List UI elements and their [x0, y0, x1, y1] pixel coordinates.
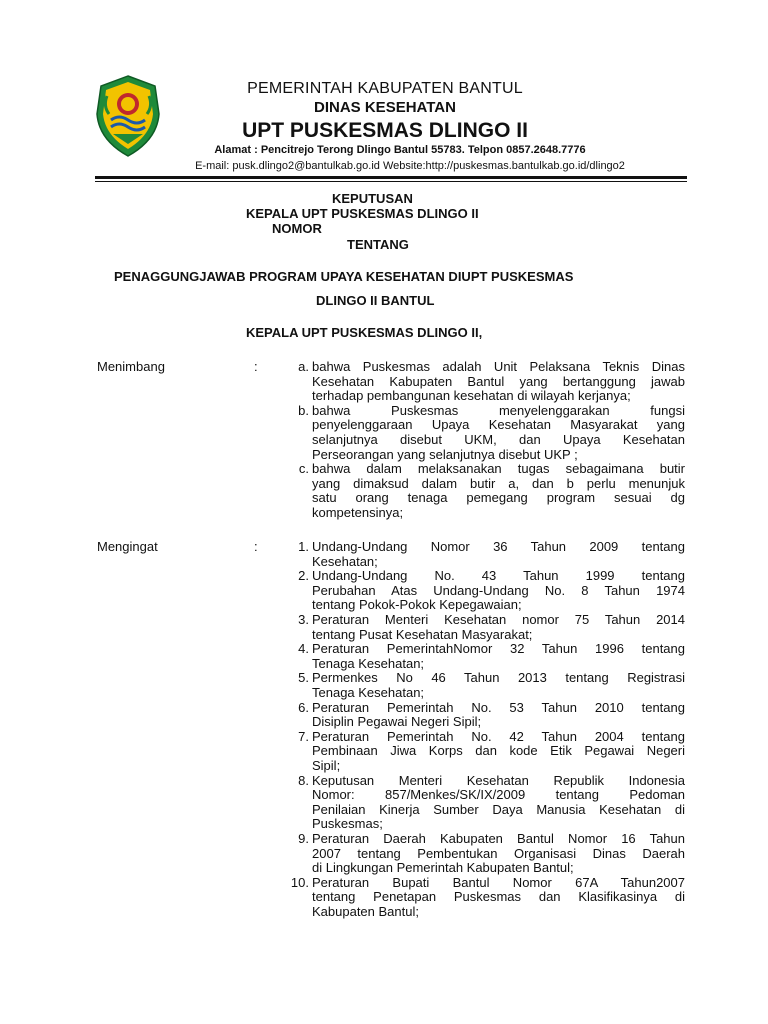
list-item-line: penyelenggaraan Upaya Kesehatan Masyarakat yang [312, 417, 685, 433]
letterhead-divider-thin [95, 181, 687, 182]
list-item-line: Perseorangan yang selanjutnya disebut UKP ; [312, 446, 578, 462]
letterhead-divider [95, 176, 687, 179]
list-item-line: tentang Penetapan Puskesmas dan Klasifikasinya di [312, 889, 685, 905]
list-item-line: Peraturan PemerintahNomor 32 Tahun 1996 tentang [312, 641, 685, 657]
list-item-marker: 7. [298, 728, 309, 744]
list-item-line: bahwa Puskesmas menyelenggarakan fungsi [312, 402, 685, 418]
list-item-marker: 10. [290, 874, 309, 890]
list-item-line: bahwa Puskesmas adalah Unit Pelaksana Teknis Dinas [312, 359, 685, 374]
section-label: Mengingat [97, 539, 158, 554]
section-label: Menimbang [97, 359, 165, 374]
list-item-marker: a. [298, 359, 309, 374]
list-item-marker: c. [298, 461, 309, 477]
list-item-line: Pembinaan Jiwa Korps dan kode Etik Pegawai Negeri [312, 743, 685, 759]
list-item-line: Peraturan Daerah Kabupaten Bantul Nomor 16 Tahun [312, 831, 685, 846]
decree-heading: KEPUTUSAN [332, 191, 413, 206]
list-item-line: 2007 tentang Pembentukan Organisasi Dinas Daerah [312, 845, 685, 861]
list-item-line: Undang-Undang No. 43 Tahun 1999 tentang [312, 568, 685, 584]
list-item-line: Peraturan Pemerintah No. 53 Tahun 2010 tentang [312, 699, 685, 715]
list-item-marker: 2. [298, 568, 309, 584]
decree-issuer-statement: KEPALA UPT PUSKESMAS DLINGO II, [246, 325, 483, 340]
list-item-line: tentang Pokok-Pokok Kepegawaian; [312, 597, 522, 613]
list-item-marker: 6. [298, 699, 309, 715]
list-item-line: Perubahan Atas Undang-Undang No. 8 Tahun 1974 [312, 582, 685, 598]
list-item-line: Tenaga Kesehatan; [312, 684, 425, 700]
list-item-line: Kabupaten Bantul; [312, 903, 419, 919]
list-item-line: Puskesmas; [312, 816, 383, 832]
letterhead-department: DINAS KESEHATAN [314, 99, 456, 116]
list-item-marker: 5. [298, 670, 309, 686]
list-item-line: Disiplin Pegawai Negeri Sipil; [312, 714, 482, 730]
list-item-line: tentang Pusat Kesehatan Masyarakat; [312, 626, 533, 642]
letterhead-address: Alamat : Pencitrejo Terong Dlingo Bantul 55783. Telpon 0857.2648.7776 [214, 144, 586, 156]
list-item-line: Nomor: 857/Menkes/SK/IX/2009 tentang Pedoman [312, 787, 685, 803]
list-item-line: yang dimaksud dalam butir a, dan b perlu menunjuk [312, 475, 685, 491]
decree-subject-line2: DLINGO II BANTUL [316, 293, 435, 308]
list-item-line: Peraturan Pemerintah No. 42 Tahun 2004 tentang [312, 728, 685, 744]
list-item-line: Undang-Undang Nomor 36 Tahun 2009 tentang [312, 539, 685, 554]
letterhead-government: PEMERINTAH KABUPATEN BANTUL [247, 80, 523, 97]
section-colon: : [254, 359, 258, 374]
decree-about-label: TENTANG [347, 237, 409, 252]
list-item-line: Peraturan Bupati Bantul Nomor 67A Tahun2007 [312, 874, 685, 890]
decree-issuer-heading: KEPALA UPT PUSKESMAS DLINGO II [246, 206, 479, 221]
list-item-line: Permenkes No 46 Tahun 2013 tentang Registrasi [312, 670, 685, 686]
list-item-line: Penilaian Kinerja Sumber Daya Manusia Kesehatan di [312, 801, 685, 817]
letterhead-institution: UPT PUSKESMAS DLINGO II [242, 119, 528, 142]
list-item-marker: 4. [298, 641, 309, 657]
list-item-marker: 8. [298, 772, 309, 788]
list-item-line: Tenaga Kesehatan; [312, 655, 425, 671]
list-item-line: Keputusan Menteri Kesehatan Republik Indonesia [312, 772, 685, 788]
list-item-line: di Lingkungan Pemerintah Kabupaten Bantul; [312, 860, 574, 876]
decree-subject-line1: PENAGGUNGJAWAB PROGRAM UPAYA KESEHATAN DIUPT PUSKESMAS [114, 269, 574, 284]
list-item-line: satu orang tenaga pemegang program sesuai dg [312, 490, 685, 506]
list-item-line: Sipil; [312, 757, 341, 773]
list-item-marker: 9. [298, 831, 309, 846]
list-item-marker: 1. [298, 539, 309, 554]
list-item-line: Kesehatan; [312, 553, 378, 569]
list-item-line: Kesehatan Kabupaten Bantul yang bertanggung jawab [312, 373, 685, 389]
list-item-marker: 3. [298, 612, 309, 627]
list-item-line: kompetensinya; [312, 504, 404, 520]
section-colon: : [254, 539, 258, 554]
list-item-line: selanjutnya disebut UKM, dan Upaya Kesehatan [312, 431, 685, 447]
list-item-line: Peraturan Menteri Kesehatan nomor 75 Tahun 2014 [312, 612, 685, 627]
decree-number-label: NOMOR [272, 221, 322, 236]
list-item-line: bahwa dalam melaksanakan tugas sebagaimana butir [312, 461, 685, 477]
letterhead-contact: E-mail: pusk.dlingo2@bantulkab.go.id Website:http://puskesmas.bantulkab.go.id/dlingo2 [195, 160, 625, 172]
list-item-marker: b. [298, 402, 309, 418]
list-item-line: terhadap pembangunan kesehatan di wilayah kerjanya; [312, 388, 631, 404]
